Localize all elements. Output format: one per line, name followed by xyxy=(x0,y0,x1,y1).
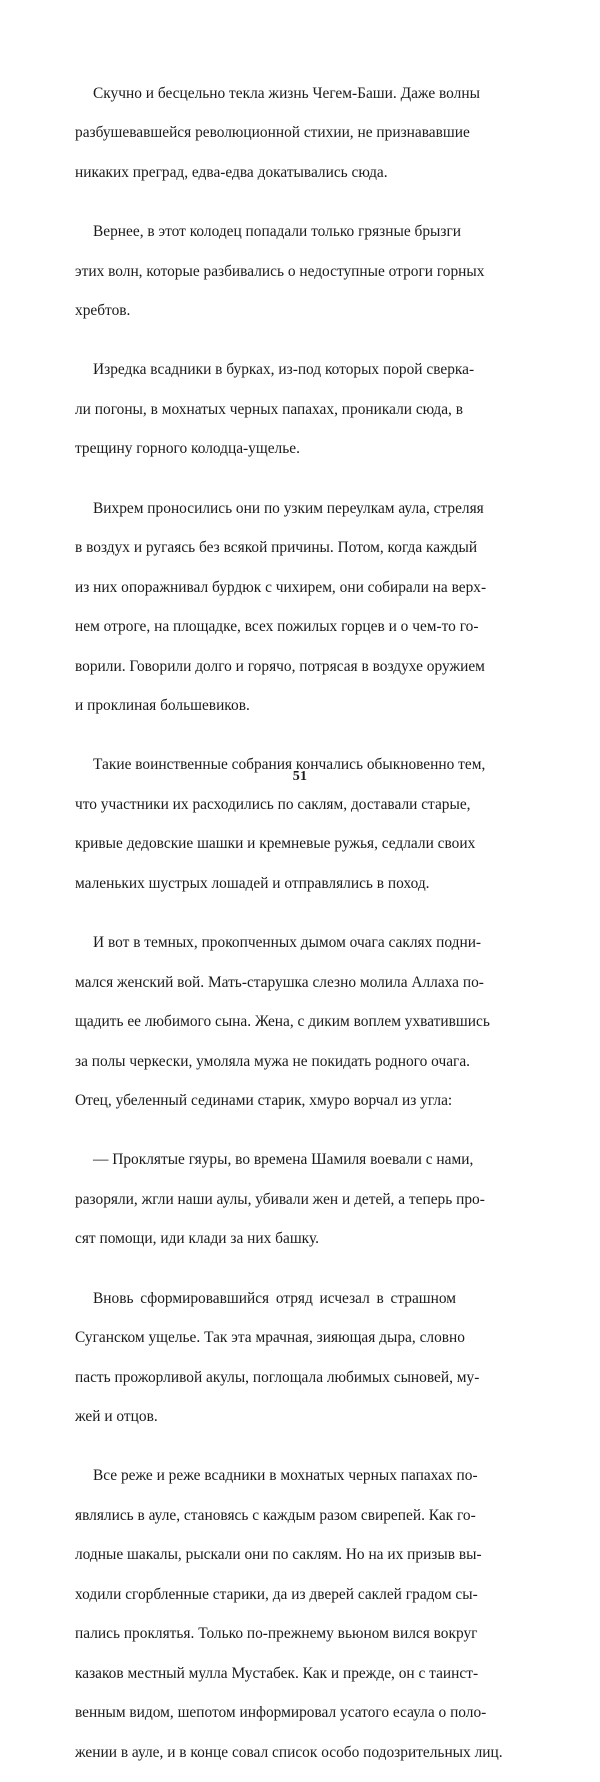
text-line: Изредка всадники в бурках, из-под которых порой сверка- xyxy=(57,360,456,380)
text-line: никаких преград, едва-едва докатывались сюда. xyxy=(57,163,456,183)
paragraph-7 xyxy=(57,1131,456,1269)
text-line: лодные шакалы, рыскали они по саклям. Но на их призыв вы- xyxy=(57,1545,456,1565)
text-line: ли погоны, в мохнатых черных папахах, проникали сюда, в xyxy=(57,400,456,420)
text-line: хребтов. xyxy=(57,301,456,321)
paragraph-5 xyxy=(57,736,456,914)
text-line: пасть прожорливой акулы, поглощала любимых сыновей, му- xyxy=(57,1368,456,1388)
text-line: и проклиная большевиков. xyxy=(57,696,456,716)
paragraph-4 xyxy=(57,479,456,736)
page-number: 51 xyxy=(0,769,600,785)
text-line: маленьких шустрых лошадей и отправлялись в поход. xyxy=(57,874,456,894)
text-line: что участники их расходились по саклям, доставали старые, xyxy=(57,795,456,815)
text-line: Отец, убеленный сединами старик, хмуро ворчал из угла: xyxy=(57,1091,456,1111)
paragraph-8 xyxy=(57,1269,456,1447)
text-line: венным видом, шепотом информировал усатого есаула о поло- xyxy=(57,1703,456,1723)
text-line: И вот в темных, прокопченных дымом очага саклях подни- xyxy=(57,933,456,953)
text-line: из них опоражнивал бурдюк с чихирем, они собирали на верх- xyxy=(57,578,456,598)
text-line: Все реже и реже всадники в мохнатых черных папахах по- xyxy=(57,1466,456,1486)
text-line: Вновь сформировавшийся отряд исчезал в страшном xyxy=(57,1289,456,1309)
text-line: разоряли, жгли наши аулы, убивали жен и детей, а теперь про- xyxy=(57,1190,456,1210)
paragraph-2 xyxy=(57,202,456,340)
text-line: за полы черкески, умоляла мужа не покидать родного очага. xyxy=(57,1052,456,1072)
page-body xyxy=(57,64,456,1782)
paragraph-6 xyxy=(57,913,456,1130)
text-line: сят помощи, иди клади за них башку. xyxy=(57,1229,456,1249)
text-line: жении в ауле, и в конце совал список особо подозрительных лиц. xyxy=(57,1743,456,1763)
text-line: Суганском ущелье. Так эта мрачная, зияющая дыра, словно xyxy=(57,1328,456,1348)
text-line: Вихрем проносились они по узким переулкам аула, стреляя xyxy=(57,499,456,519)
text-line: Вернее, в этот колодец попадали только грязные брызги xyxy=(57,222,456,242)
text-line: казаков местный мулла Мустабек. Как и прежде, он с таинст- xyxy=(57,1664,456,1684)
text-line: в воздух и ругаясь без всякой причины. Потом, когда каждый xyxy=(57,538,456,558)
text-line: пались проклятья. Только по-прежнему вьюном вился вокруг xyxy=(57,1624,456,1644)
text-line: Такие воинственные собрания кончались обыкновенно тем, xyxy=(57,755,456,775)
text-line: жей и отцов. xyxy=(57,1407,456,1427)
text-line: ворили. Говорили долго и горячо, потрясая в воздухе оружием xyxy=(57,657,456,677)
text-line: этих волн, которые разбивались о недоступные отроги горных xyxy=(57,262,456,282)
text-line: щадить ее любимого сына. Жена, с диким воплем ухватившись xyxy=(57,1012,456,1032)
paragraph-1 xyxy=(57,64,456,202)
text-line: являлись в ауле, становясь с каждым разом свирепей. Как го- xyxy=(57,1506,456,1526)
paragraph-3 xyxy=(57,341,456,479)
text-line: мался женский вой. Мать-старушка слезно молила Аллаха по- xyxy=(57,973,456,993)
text-line: ходили сгорбленные старики, да из дверей саклей градом сы- xyxy=(57,1585,456,1605)
text-line: разбушевавшейся революционной стихии, не признававшие xyxy=(57,123,456,143)
paragraph-9 xyxy=(57,1447,456,1782)
text-line: кривые дедовские шашки и кремневые ружья, седлали своих xyxy=(57,834,456,854)
text-line: Скучно и бесцельно текла жизнь Чегем-Баши. Даже волны xyxy=(57,84,456,104)
text-line: трещину горного колодца-ущелье. xyxy=(57,439,456,459)
text-line: — Проклятые гяуры, во времена Шамиля воевали с нами, xyxy=(57,1150,456,1170)
text-line: нем отроге, на площадке, всех пожилых горцев и о чем-то го- xyxy=(57,617,456,637)
